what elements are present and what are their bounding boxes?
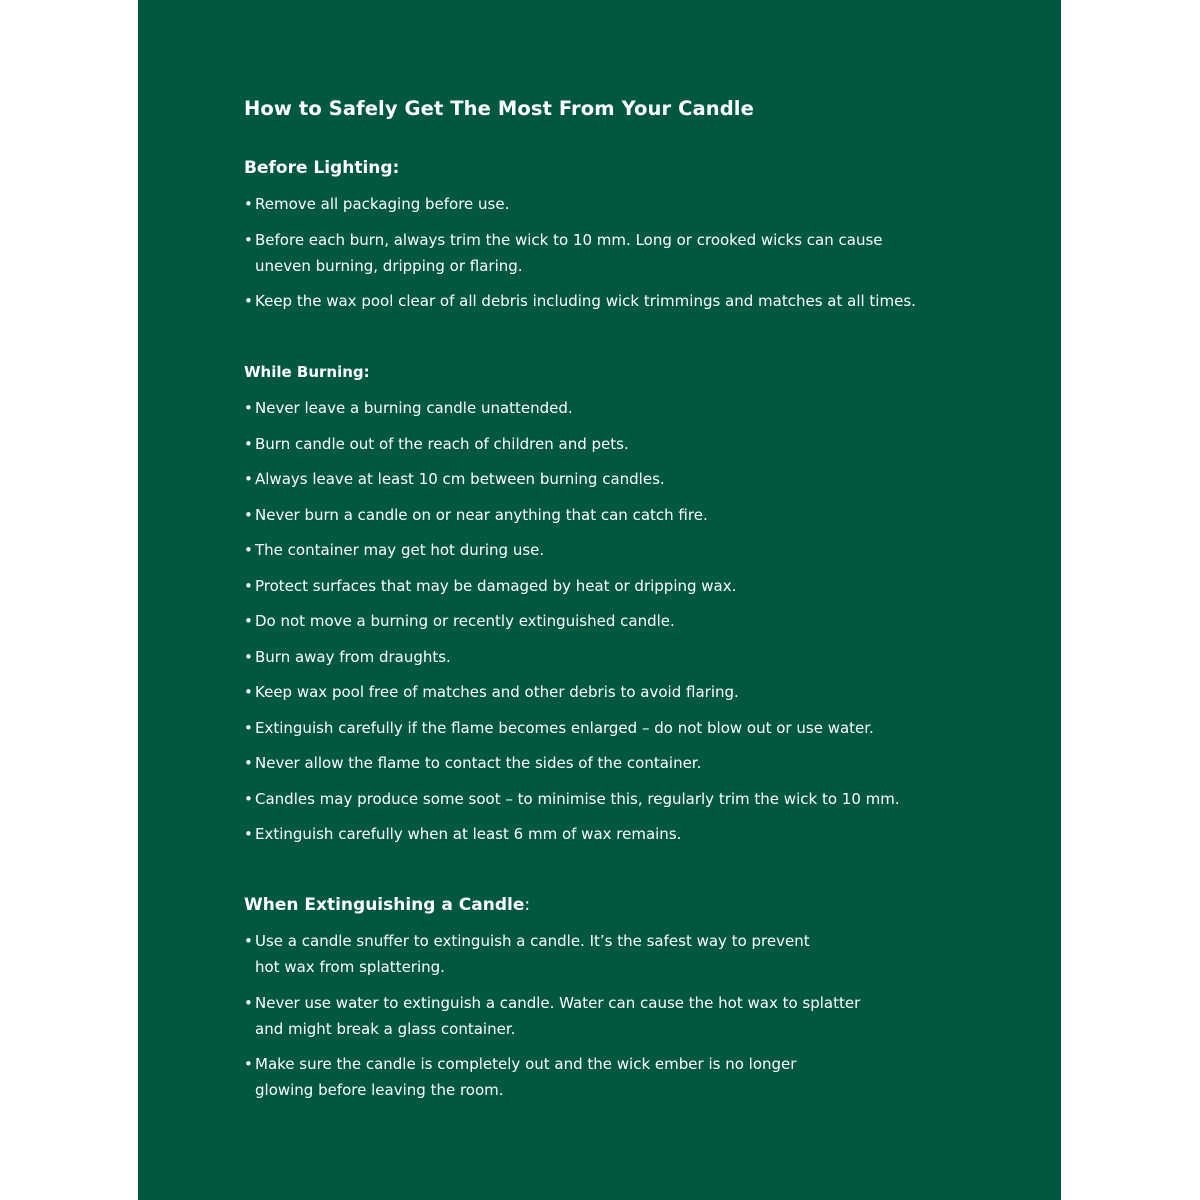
list-item: • Never leave a burning candle unattended. — [244, 395, 1004, 421]
list-item: • Candles may produce some soot – to minimise this, regularly trim the wick to 10 mm. — [244, 786, 1004, 812]
instructions-panel — [138, 0, 1061, 1200]
list-item: • Never burn a candle on or near anything that can catch fire. — [244, 502, 1004, 528]
when-extinguishing-list — [244, 928, 1004, 1103]
list-item: • The container may get hot during use. — [244, 537, 1004, 563]
list-item: • Always leave at least 10 cm between burning candles. — [244, 466, 1004, 492]
list-item: • Extinguish carefully when at least 6 mm of wax remains. — [244, 821, 1004, 847]
list-item: • Extinguish carefully if the flame becomes enlarged – do not blow out or use water. — [244, 715, 1004, 741]
list-item: • Keep the wax pool clear of all debris including wick trimmings and matches at all times. — [244, 288, 1004, 314]
instructions-content — [244, 94, 1004, 1103]
section-heading-when-extinguishing: When Extinguishing a Candle: — [244, 895, 531, 915]
section-heading-while-burning: While Burning: — [244, 363, 370, 381]
list-item: • Make sure the candle is completely out and the wick ember is no longer glowing before leaving the room. — [244, 1051, 1004, 1103]
list-item: • Before each burn, always trim the wick to 10 mm. Long or crooked wicks can cause uneven burning, dripping or flaring. — [244, 227, 1004, 279]
section-heading-before-lighting: Before Lighting: — [244, 158, 400, 178]
while-burning-list — [244, 395, 1004, 847]
list-item: • Never allow the flame to contact the sides of the container. — [244, 750, 1004, 776]
before-lighting-list — [244, 191, 1004, 314]
list-item: • Use a candle snuffer to extinguish a candle. It’s the safest way to prevent hot wax from splattering. — [244, 928, 1004, 980]
list-item: • Burn away from draughts. — [244, 644, 1004, 670]
list-item: • Never use water to extinguish a candle. Water can cause the hot wax to splatter and might break a glass container. — [244, 990, 1004, 1042]
page-title: How to Safely Get The Most From Your Candle — [244, 97, 754, 120]
list-item: • Keep wax pool free of matches and other debris to avoid flaring. — [244, 679, 1004, 705]
list-item: • Burn candle out of the reach of children and pets. — [244, 431, 1004, 457]
list-item: • Protect surfaces that may be damaged by heat or dripping wax. — [244, 573, 1004, 599]
list-item: • Do not move a burning or recently extinguished candle. — [244, 608, 1004, 634]
list-item: • Remove all packaging before use. — [244, 191, 1004, 217]
